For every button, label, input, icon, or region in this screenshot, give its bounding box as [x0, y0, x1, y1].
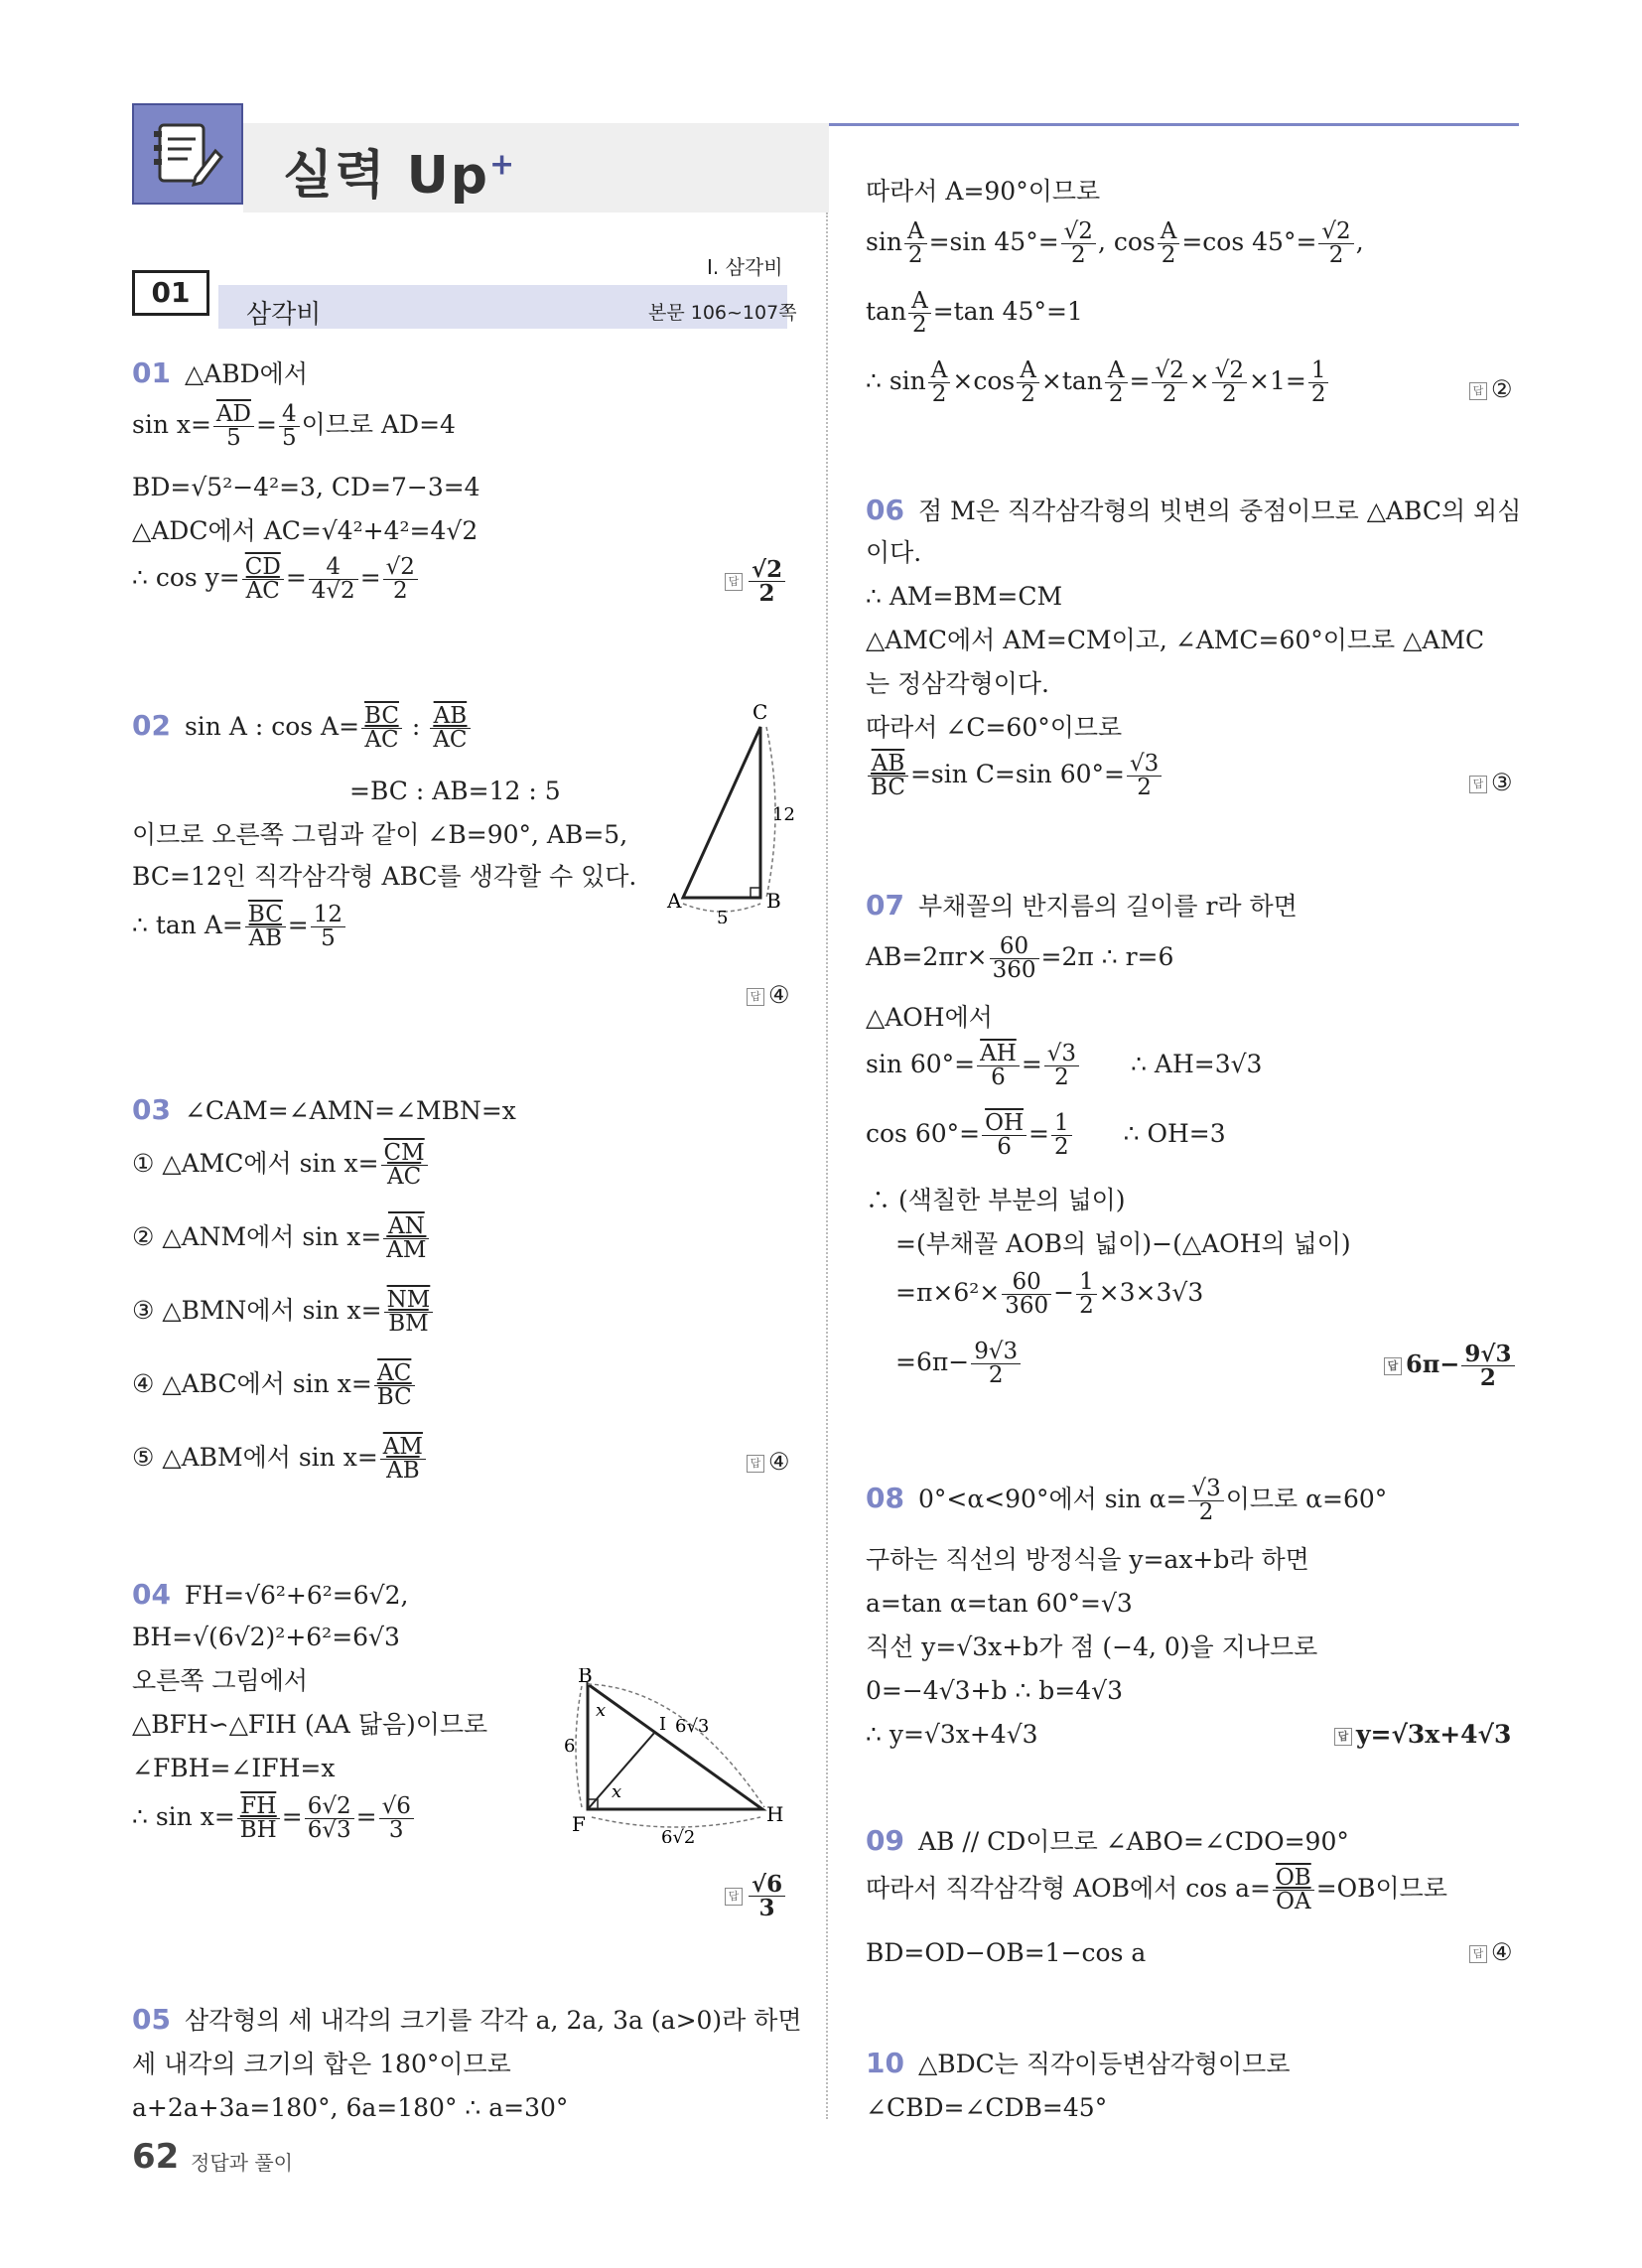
- q04-side-bf: 6: [564, 1736, 576, 1757]
- q04-label-h: H: [766, 1802, 784, 1826]
- header-icon-box: [132, 103, 243, 205]
- q10-line1: 10 △BDC는 직각이등변삼각형이므로: [866, 2047, 1291, 2079]
- q02-line5: ∴ tan A= $\frac{\overline{BC}}{AB}$ = $\frac{12}{5}$: [132, 904, 347, 950]
- q07-line9: =6π− $\frac{9√3}{2}$: [895, 1341, 1023, 1387]
- footer-label: 정답과 풀이: [191, 2151, 293, 2175]
- q04-label-b: B: [578, 1668, 593, 1687]
- section-number: 01: [132, 270, 209, 316]
- q07-line8: =π×6²× $\frac{60}{360}$ − $\frac{1}{2}$ ×3×3√3: [895, 1269, 1204, 1319]
- q03-line1: 03 ∠CAM=∠AMN=∠MBN=x: [132, 1093, 516, 1126]
- q08-line5: 0=−4√3+b ∴ b=4√3: [866, 1676, 1123, 1705]
- q03-item-2: ② △ANM에서 sin x= $\frac{\overline{AN}}{AM}$: [132, 1215, 431, 1262]
- q07-line6: ∴ (색칠한 부분의 넓이): [866, 1186, 1126, 1214]
- q06-answer: 답 ③: [1469, 771, 1513, 794]
- q02-side-ab: 5: [717, 908, 729, 923]
- q08-answer: 답 y=√3x+4√3: [1334, 1722, 1511, 1747]
- q02-triangle-figure: [655, 695, 804, 923]
- q06-line2: 이다.: [866, 538, 922, 567]
- q05-cont-line4: ∴ sin $\frac{A}{2}$ ×cos $\frac{A}{2}$ ×tan $\frac{A}{2}$ = $\frac{√2}{2}$ × $\frac{√2}{2}$ ×1= $\frac{1}{2}$: [866, 359, 1330, 406]
- q09-line2: 따라서 직각삼각형 AOB에서 cos a= $\frac{\overline{OB}}{OA}$ =OB이므로: [866, 1865, 1447, 1914]
- q03-item-1: ① △AMC에서 sin x= $\frac{\overline{CM}}{AC}$: [132, 1142, 430, 1189]
- column-divider: [826, 213, 828, 2119]
- q07-line7: =(부채꼴 AOB의 넓이)−(△AOH의 넓이): [895, 1229, 1351, 1258]
- q05-line1: 05 삼각형의 세 내각의 크기를 각각 a, 2a, 3a (a>0)라 하면: [132, 2003, 802, 2036]
- section-title: 삼각비: [246, 300, 322, 330]
- q04-label-i: I: [659, 1714, 667, 1735]
- section-pages: 본문 106~107쪽: [648, 302, 797, 324]
- q04-line1: 04 FH=√6²+6²=6√2,: [132, 1578, 409, 1611]
- q05-line3: a+2a+3a=180°, 6a=180° ∴ a=30°: [132, 2093, 569, 2122]
- header-title: 실력 Up+: [283, 146, 517, 206]
- notepad-pencil-icon: [148, 117, 227, 193]
- q02-line3: 이므로 오른쪽 그림과 같이 ∠B=90°, AB=5,: [132, 820, 628, 849]
- q04-line4: △BFH∽△FIH (AA 닮음)이므로: [132, 1710, 488, 1739]
- q08-line4: 직선 y=√3x+b가 점 (−4, 0)을 지나므로: [866, 1632, 1318, 1661]
- q05-line2: 세 내각의 크기의 합은 180°이므로: [132, 2050, 511, 2078]
- q04-answer: 답 $\frac{√6}{3}$: [725, 1873, 787, 1919]
- q02-line2: =BC : AB=12 : 5: [349, 777, 561, 805]
- q09-line1: 09 AB // CD이므로 ∠ABO=∠CDO=90°: [866, 1824, 1349, 1857]
- q01-line1: 01 △ABD에서: [132, 356, 308, 389]
- chapter-label: Ⅰ. 삼각비: [707, 255, 783, 279]
- q02-answer: 답 ④: [747, 983, 790, 1007]
- q06-line3: ∴ AM=BM=CM: [866, 582, 1063, 611]
- q01-line5: ∴ cos y= $\frac{\overline{CD}}{AC}$ = $\frac{4}{4√2}$ = $\frac{√2}{2}$: [132, 556, 420, 603]
- q03-answer: 답 ④: [747, 1450, 790, 1474]
- q04-triangle-figure: [556, 1668, 794, 1843]
- q01-line3: BD=√5²−4²=3, CD=7−3=4: [132, 473, 480, 501]
- q06-line5: 는 정삼각형이다.: [866, 669, 1049, 698]
- q05-cont-line3: tan $\frac{A}{2}$ =tan 45°=1: [866, 288, 1083, 338]
- q05-cont-line2: sin $\frac{A}{2}$ =sin 45°= $\frac{√2}{2}$ , cos $\frac{A}{2}$ =cos 45°= $\frac{√2}{2}$ ,: [866, 218, 1364, 268]
- q01-answer: 답 $\frac{√2}{2}$: [725, 558, 787, 605]
- q06-line6: 따라서 ∠C=60°이므로: [866, 713, 1123, 742]
- q07-line1: 07 부채꼴의 반지름의 길이를 r라 하면: [866, 889, 1298, 921]
- q04-line2: BH=√(6√2)²+6²=6√3: [132, 1623, 400, 1651]
- q05-cont-line1: 따라서 A=90°이므로: [866, 177, 1101, 206]
- q02-label-c: C: [753, 700, 768, 724]
- q02-label-a: A: [667, 889, 682, 913]
- q07-answer: 답 6π− $\frac{9√3}{2}$: [1384, 1343, 1517, 1389]
- q03-item-4: ④ △ABC에서 sin x= $\frac{\overline{AC}}{BC}$: [132, 1362, 417, 1409]
- q04-label-f: F: [572, 1812, 586, 1836]
- q04-side-bi: 6√3: [675, 1716, 710, 1737]
- q02-side-bc: 12: [772, 804, 795, 825]
- q04-line6: ∴ sin x= $\frac{\overline{FH}}{BH}$ = $\frac{6√2}{6√3}$ = $\frac{√6}{3}$: [132, 1795, 416, 1842]
- q08-line1: 08 0°<α<90°에서 sin α= $\frac{√3}{2}$ 이므로 α=60°: [866, 1476, 1388, 1525]
- q07-line3: △AOH에서: [866, 1003, 993, 1032]
- q03-item-5: ⑤ △ABM에서 sin x= $\frac{\overline{AM}}{AB}$: [132, 1436, 428, 1483]
- q02-line4: BC=12인 직각삼각형 ABC를 생각할 수 있다.: [132, 862, 637, 891]
- q06-line7: $\frac{\overline{AB}}{BC}$ =sin C=sin 60°= $\frac{√3}{2}$: [866, 753, 1163, 799]
- q07-line5: cos 60°= $\frac{\overline{OH}}{6}$ = $\frac{1}{2}$ ∴ OH=3: [866, 1110, 1226, 1160]
- q01-line2: sin x= $\frac{\overline{AD}}{5}$ = $\frac{4}{5}$ 이므로 AD=4: [132, 401, 456, 451]
- q04-side-fh: 6√2: [661, 1827, 696, 1843]
- q02-label-b: B: [766, 889, 781, 913]
- q06-line4: △AMC에서 AM=CM이고, ∠AMC=60°이므로 △AMC: [866, 626, 1485, 654]
- q07-line2: AB=2πr× $\frac{60}{360}$ =2π ∴ r=6: [866, 933, 1174, 983]
- q10-line2: ∠CBD=∠CDB=45°: [866, 2093, 1108, 2122]
- q01-line4: △ADC에서 AC=√4²+4²=4√2: [132, 516, 479, 545]
- q04-angle-x2: x: [612, 1781, 622, 1802]
- q08-line2: 구하는 직선의 방정식을 y=ax+b라 하면: [866, 1545, 1309, 1574]
- q03-item-3: ③ △BMN에서 sin x= $\frac{\overline{NM}}{BM}$: [132, 1289, 435, 1336]
- q09-answer: 답 ④: [1469, 1940, 1513, 1964]
- q08-line6: ∴ y=√3x+4√3: [866, 1720, 1038, 1749]
- page-number: 62: [132, 2137, 180, 2177]
- q05-answer: 답 ②: [1469, 377, 1513, 401]
- q08-line3: a=tan α=tan 60°=√3: [866, 1589, 1133, 1618]
- q06-line1: 06 점 M은 직각삼각형의 빗변의 중점이므로 △ABC의 외심: [866, 494, 1522, 526]
- q04-line5: ∠FBH=∠IFH=x: [132, 1754, 336, 1782]
- q07-line4: sin 60°= $\frac{\overline{AH}}{6}$ = $\frac{√3}{2}$ ∴ AH=3√3: [866, 1041, 1263, 1090]
- q09-line3: BD=OD−OB=1−cos a: [866, 1938, 1147, 1967]
- q04-angle-x1: x: [596, 1700, 607, 1721]
- q02-line1: 02 sin A : cos A= $\frac{\overline{BC}}{AC}$ : $\frac{\overline{AB}}{AC}$: [132, 705, 473, 752]
- q04-line3: 오른쪽 그림에서: [132, 1666, 308, 1695]
